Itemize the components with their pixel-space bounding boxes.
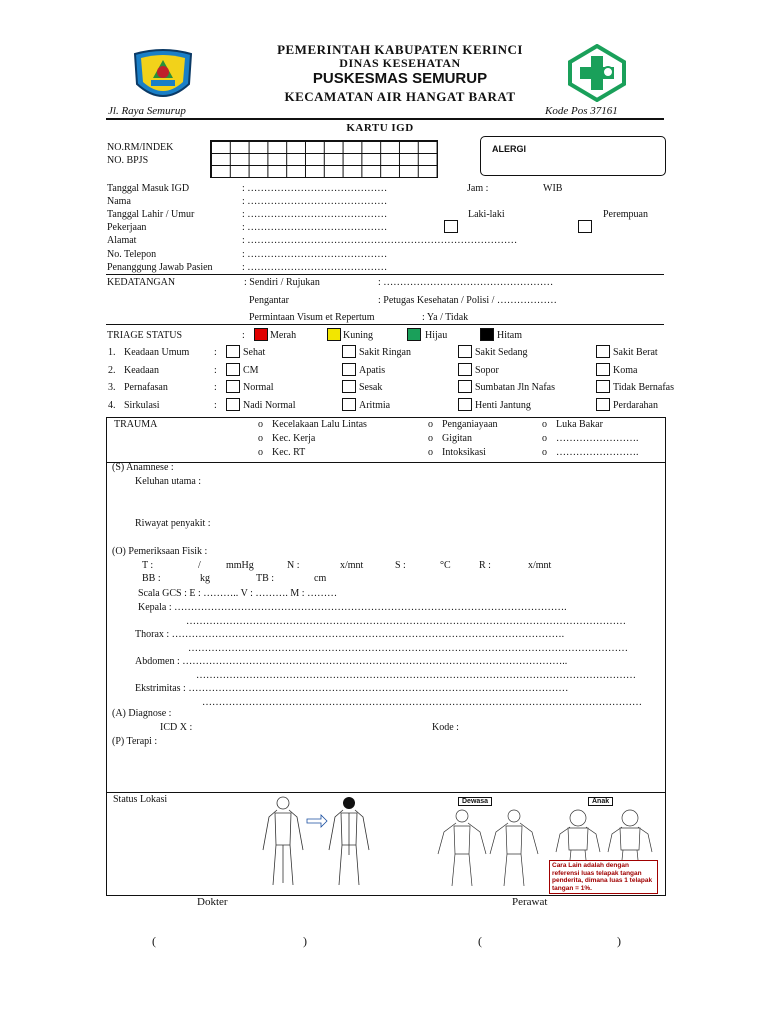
- field-thorax-cont[interactable]: ……………………………………………………………………………………………………………………: [188, 643, 628, 654]
- trauma-option-label: Kec. RT: [272, 447, 306, 458]
- alergi-label: ALERGI: [492, 144, 527, 154]
- label-dokter: Dokter: [197, 896, 228, 908]
- vital-sign-label: cm: [314, 573, 327, 584]
- label-kode: Kode :: [432, 722, 459, 733]
- triage-option-label: Sehat: [243, 347, 266, 358]
- vital-sign-label: °C: [440, 560, 451, 571]
- header-divider: [106, 118, 664, 120]
- trauma-option-label: Gigitan: [442, 433, 472, 444]
- triage-option-checkbox[interactable]: [458, 363, 472, 376]
- vital-sign-label: x/mnt: [340, 560, 364, 571]
- vital-sign-label: S :: [395, 560, 406, 571]
- triage-option-label: Aritmia: [359, 400, 391, 411]
- vital-sign-label: mmHg: [226, 560, 254, 571]
- label-wib: WIB: [543, 183, 563, 194]
- triage-option-label: Sakit Berat: [613, 347, 658, 358]
- triage-kuning-box[interactable]: [327, 328, 341, 341]
- triage-option-checkbox[interactable]: [342, 398, 356, 411]
- label-tanggal-lahir: Tanggal Lahir / Umur: [107, 209, 195, 220]
- triage-row-colon: :: [214, 347, 217, 358]
- label-terapi: (P) Terapi :: [112, 736, 158, 747]
- label-diagnose: (A) Diagnose :: [112, 708, 172, 719]
- field-pekerjaan[interactable]: : ……………………………………: [242, 222, 388, 233]
- vital-sign-label: x/mnt: [528, 560, 552, 571]
- trauma-bullet[interactable]: o: [428, 433, 433, 444]
- label-riwayat: Riwayat penyakit :: [135, 518, 211, 529]
- triage-option-checkbox[interactable]: [226, 380, 240, 393]
- triage-option-checkbox[interactable]: [342, 380, 356, 393]
- triage-option-checkbox[interactable]: [596, 380, 610, 393]
- header-line3: PUSKESMAS SEMURUP: [312, 70, 488, 87]
- triage-option-checkbox[interactable]: [342, 345, 356, 358]
- trauma-option-label: …………………….: [556, 447, 639, 458]
- triage-option-label: Sesak: [359, 382, 383, 393]
- triage-colon: :: [242, 330, 245, 341]
- field-kepala-cont[interactable]: ……………………………………………………………………………………………………………………: [186, 616, 626, 627]
- field-tanggal-lahir[interactable]: : ……………………………………: [242, 209, 388, 220]
- label-laki: Laki-laki: [468, 209, 505, 220]
- triage-option-label: Nadi Normal: [243, 400, 296, 411]
- trauma-bullet[interactable]: o: [428, 419, 433, 430]
- label-dewasa: Dewasa: [458, 797, 492, 806]
- triage-option-checkbox[interactable]: [596, 363, 610, 376]
- triage-option-label: Normal: [243, 382, 274, 393]
- field-tanggal-masuk[interactable]: : ……………………………………: [242, 183, 388, 194]
- header-line1: PEMERINTAH KABUPATEN KERINCI: [277, 42, 523, 57]
- triage-row-label: Sirkulasi: [124, 400, 160, 411]
- vital-sign-label: TB :: [256, 573, 275, 584]
- trauma-option-label: Intoksikasi: [442, 447, 486, 458]
- label-perawat: Perawat: [512, 896, 548, 908]
- label-icd: ICD X :: [160, 722, 193, 733]
- vital-sign-label: N :: [287, 560, 300, 571]
- label-status-lokasi: Status Lokasi: [113, 794, 168, 805]
- label-triage: TRIAGE STATUS: [107, 330, 183, 341]
- trauma-option-label: Luka Bakar: [556, 419, 603, 430]
- triage-row-label: Pernafasan: [124, 382, 168, 393]
- trauma-option-label: …………………….: [556, 433, 639, 444]
- triage-row-label: Keadaan Umum: [124, 347, 190, 358]
- triage-hitam-label: Hitam: [497, 330, 522, 341]
- trauma-option-label: Kecelakaan Lalu Lintas: [272, 419, 367, 430]
- rm-label: NO.RM/INDEK: [107, 142, 174, 153]
- triage-kuning-label: Kuning: [343, 330, 373, 341]
- triage-merah-label: Merah: [270, 330, 297, 341]
- vital-sign-label: kg: [200, 573, 210, 584]
- triage-row-colon: :: [214, 382, 217, 393]
- label-kedatangan: KEDATANGAN: [107, 277, 176, 288]
- triage-option-checkbox[interactable]: [458, 345, 472, 358]
- field-visum[interactable]: : Ya / Tidak: [422, 312, 469, 323]
- field-nama[interactable]: : ……………………………………: [242, 196, 388, 207]
- identity-divider: [106, 274, 664, 275]
- trauma-bullet[interactable]: o: [542, 447, 547, 458]
- vital-sign-label: R :: [479, 560, 491, 571]
- triage-row-number: 1.: [108, 347, 116, 358]
- triage-hitam-box[interactable]: [480, 328, 494, 341]
- form-title: KARTU IGD: [346, 122, 414, 134]
- trauma-bullet[interactable]: o: [542, 433, 547, 444]
- label-keluhan: Keluhan utama :: [135, 476, 202, 487]
- triage-row-colon: :: [214, 400, 217, 411]
- label-anamnese: (S) Anamnese :: [112, 462, 174, 473]
- triage-option-checkbox[interactable]: [458, 380, 472, 393]
- checkbox-laki[interactable]: [444, 220, 458, 233]
- field-rujukan[interactable]: : ……………………………………………: [378, 277, 554, 288]
- bpjs-label: NO. BPJS: [107, 155, 149, 166]
- triage-option-label: Sumbatan Jln Nafas: [475, 382, 555, 393]
- label-nama: Nama: [107, 196, 131, 207]
- triage-option-label: Sakit Sedang: [475, 347, 528, 358]
- label-trauma: TRAUMA: [114, 419, 158, 430]
- field-kepala[interactable]: Kepala : ……………………………………………………………………………………………………….: [138, 602, 567, 613]
- label-alamat: Alamat: [107, 235, 137, 246]
- label-pekerjaan: Pekerjaan: [107, 222, 147, 233]
- checkbox-perempuan[interactable]: [578, 220, 592, 233]
- triage-merah-box[interactable]: [254, 328, 268, 341]
- triage-option-label: Koma: [613, 365, 638, 376]
- vital-sign-label: T :: [142, 560, 154, 571]
- triage-option-checkbox[interactable]: [226, 398, 240, 411]
- trauma-bullet[interactable]: o: [542, 419, 547, 430]
- label-visum: Permintaan Visum et Repertum: [249, 312, 375, 323]
- address: Jl. Raya Semurup: [108, 105, 186, 117]
- triage-option-label: Perdarahan: [613, 400, 658, 411]
- body-diagram[interactable]: [255, 795, 375, 890]
- triage-option-checkbox[interactable]: [342, 363, 356, 376]
- soap-box: [106, 461, 666, 793]
- perawat-sign-close: ): [617, 934, 621, 948]
- triage-hijau-box[interactable]: [407, 328, 421, 341]
- field-gcs[interactable]: Scala GCS : E : ……….. V : ………. M : ………: [138, 588, 338, 599]
- trauma-bullet[interactable]: o: [428, 447, 433, 458]
- label-pengantar: Pengantar: [249, 295, 289, 306]
- triage-option-checkbox[interactable]: [596, 398, 610, 411]
- kabupaten-logo: [131, 48, 195, 106]
- field-alamat[interactable]: : ………………………………………………………………………: [242, 235, 518, 246]
- postal-code: Kode Pos 37161: [545, 105, 618, 117]
- label-tanggal-masuk: Tanggal Masuk IGD: [107, 183, 190, 194]
- triage-option-checkbox[interactable]: [226, 363, 240, 376]
- label-sendiri-rujukan: : Sendiri / Rujukan: [244, 277, 320, 288]
- rm-number-grid[interactable]: [210, 140, 438, 178]
- triage-row-number: 2.: [108, 365, 116, 376]
- header-line4: KECAMATAN AIR HANGAT BARAT: [284, 89, 516, 104]
- label-anak: Anak: [588, 797, 613, 806]
- label-jam: Jam :: [467, 183, 489, 194]
- triage-row-label: Keadaan: [124, 365, 159, 376]
- field-ekstrimitas-cont[interactable]: ……………………………………………………………………………………………………………………: [202, 697, 642, 708]
- triage-hijau-label: Hijau: [425, 330, 448, 341]
- triage-option-label: Sopor: [475, 365, 499, 376]
- triage-row-number: 3.: [108, 382, 116, 393]
- burn-note: Cara Lain adalah dengan referensi luas telapak tangan penderita, dimana luas 1 telapak tangan = 1%.: [549, 860, 658, 894]
- vital-sign-label: BB :: [142, 573, 161, 584]
- trauma-bullet[interactable]: o: [258, 419, 263, 430]
- vital-sign-label: /: [198, 560, 201, 571]
- field-abdomen-cont[interactable]: ……………………………………………………………………………………………………………………: [196, 670, 636, 681]
- trauma-bullet[interactable]: o: [258, 433, 263, 444]
- field-ekstrimitas[interactable]: Ekstrimitas : ……………………………………………………………………………………………………: [135, 683, 569, 694]
- triage-option-label: Henti Jantung: [475, 400, 531, 411]
- triage-option-label: Sakit Ringan: [359, 347, 411, 358]
- header-line2: DINAS KESEHATAN: [339, 56, 461, 70]
- field-telepon[interactable]: : ……………………………………: [242, 249, 388, 260]
- kedatangan-divider: [106, 324, 664, 325]
- puskesmas-logo: [566, 44, 628, 102]
- dokter-sign-open: (: [152, 934, 156, 948]
- trauma-option-label: Kec. Kerja: [272, 433, 316, 444]
- triage-option-label: Tidak Bernafas: [613, 382, 675, 393]
- triage-row-number: 4.: [108, 400, 116, 411]
- trauma-option-label: Penganiayaan: [442, 419, 498, 430]
- triage-option-label: CM: [243, 365, 259, 376]
- label-perempuan: Perempuan: [603, 209, 648, 220]
- field-thorax[interactable]: Thorax : ……………………………………………………………………………………………………….: [135, 629, 565, 640]
- triage-option-label: Apatis: [359, 365, 386, 376]
- label-pemeriksaan: (O) Pemeriksaan Fisik :: [112, 546, 208, 557]
- trauma-bullet[interactable]: o: [258, 447, 263, 458]
- perawat-sign-open: (: [478, 934, 482, 948]
- triage-row-colon: :: [214, 365, 217, 376]
- triage-option-checkbox[interactable]: [596, 345, 610, 358]
- triage-option-checkbox[interactable]: [458, 398, 472, 411]
- alergi-box[interactable]: [480, 136, 666, 176]
- dokter-sign-close: ): [303, 934, 307, 948]
- field-penanggung[interactable]: : ……………………………………: [242, 262, 388, 273]
- field-abdomen[interactable]: Abdomen : ……………………………………………………………………………………………………..: [135, 656, 568, 667]
- label-telepon: No. Telepon: [107, 249, 157, 260]
- triage-option-checkbox[interactable]: [226, 345, 240, 358]
- field-pengantar[interactable]: : Petugas Kesehatan / Polisi / ………………: [378, 295, 557, 306]
- label-penanggung: Penanggung Jawab Pasien: [107, 262, 213, 273]
